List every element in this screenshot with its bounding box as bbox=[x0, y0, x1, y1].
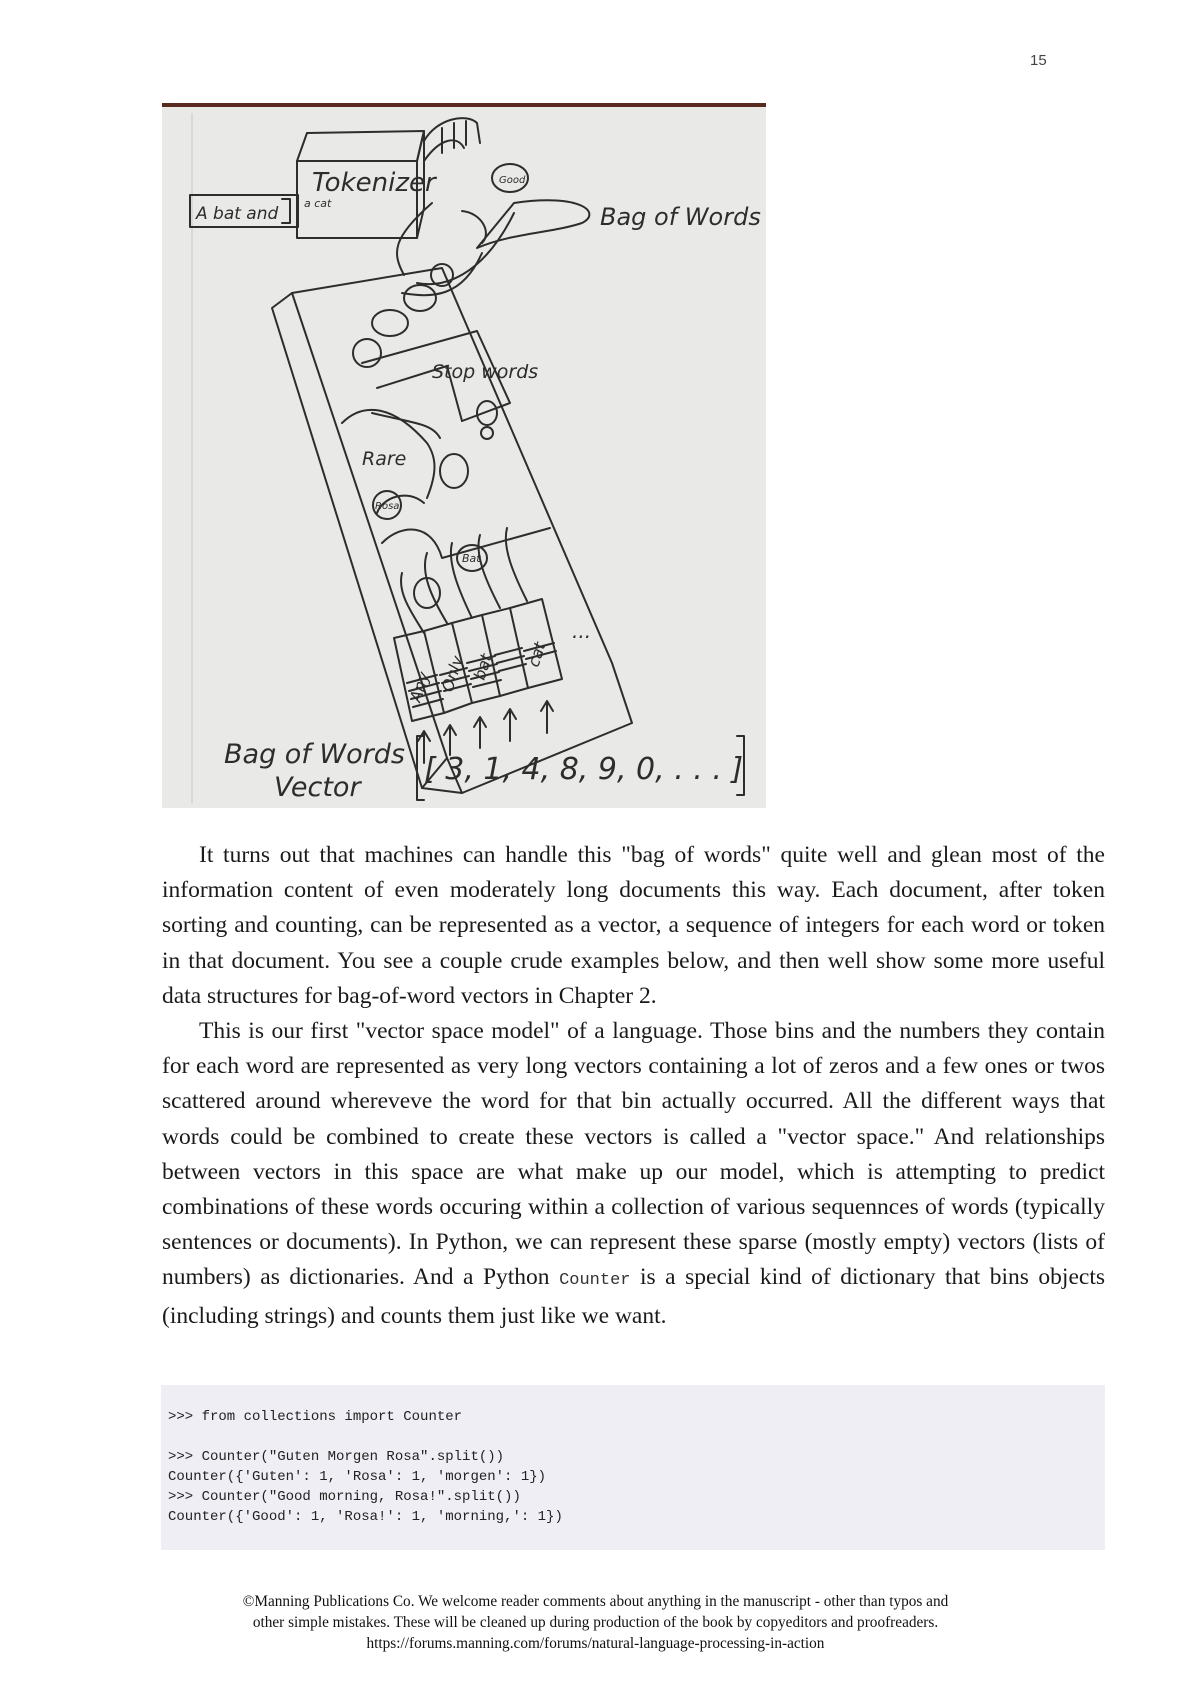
vector-label-line2: Vector bbox=[274, 772, 361, 803]
code-listing-text: >>> from collections import Counter >>> Counter("Guten Morgen Rosa".split()) Counter({'Guten': 1, 'Rosa': 1, 'morgen': 1}) >>> Counter("Good morning, Rosa!".split()) Counter({'Good': 1, 'Rosa!': 1, 'morning,': 1}) bbox=[168, 1409, 563, 1525]
page-number: 15 bbox=[1030, 52, 1047, 69]
bin-label-only: Only bbox=[437, 653, 468, 695]
tokenizer-label: Tokenizer bbox=[312, 168, 436, 198]
body-text bbox=[162, 838, 1105, 1334]
footer-line-2: other simple mistakes. These will be cleaned up during production of the book by copyeditors and proofreaders. bbox=[252, 1614, 939, 1631]
inline-code-counter: Counter bbox=[559, 1271, 631, 1291]
vector-label-line1: Bag of Words bbox=[224, 739, 405, 770]
good-token-label: Good bbox=[499, 175, 526, 186]
bin-label-any: Any bbox=[405, 669, 434, 705]
paragraph-text-before: This is our first "vector space model" of a language. Those bins and the numbers they contain for each word are represented as very long vectors containing a lot of zeros and a few ones or twos scattered around whereveve the word for that bin actually occurred. All the different ways that words could be combined to create these vectors is called a "vector space." And relationships between vectors in this space are what make up our model, which is attempting to predict combinations of these words occuring within a collection of various sequennces of words (typically sentences or documents). In Python, we can represent these sparse (mostly empty) vectors (lists of numbers) as dictionaries. And a Python bbox=[162, 1018, 1105, 1291]
input-sentence-label: A bat and bbox=[196, 204, 279, 224]
bins-ellipsis: ... bbox=[572, 619, 592, 643]
bat-token-label: Bat bbox=[462, 552, 481, 565]
copyright-footer bbox=[100, 1591, 1091, 1654]
bin-label-bat: bat bbox=[469, 651, 496, 683]
footer-forum-link[interactable]: https://forums.manning.com/forums/natural-language-processing-in-action bbox=[366, 1635, 825, 1652]
paragraph-bag-of-words: It turns out that machines can handle this "bag of words" quite well and glean most of the information content of even moderately long documents this way. Each document, after token sorting and counting, can be represented as a vector, a sequence of integers for each word or token in that document. You see a couple crude examples below, and then well show some more useful data structures for bag-of-word vectors in Chapter 2. bbox=[162, 842, 1105, 1009]
rosa-token-label: Rosa bbox=[375, 501, 400, 512]
vector-values: [ 3, 1, 4, 8, 9, 0, . . . ] bbox=[424, 752, 744, 787]
code-listing bbox=[161, 1385, 1105, 1550]
bin-label-cat: cat bbox=[523, 639, 550, 670]
token-fragment-label: a cat bbox=[304, 197, 332, 210]
paragraph-vector-space bbox=[162, 1014, 1105, 1334]
bag-of-words-label: Bag of Words bbox=[600, 203, 761, 231]
footer-line-1: ©Manning Publications Co. We welcome reader comments about anything in the manuscript - other than typos and bbox=[242, 1593, 949, 1610]
paragraph-text-after: is a special kind of dictionary that bins objects (including strings) and counts them just like we want. bbox=[162, 1264, 1105, 1329]
bag-of-words-sketch bbox=[162, 103, 766, 808]
stop-words-label: Stop words bbox=[432, 361, 539, 383]
rare-label: Rare bbox=[362, 448, 407, 470]
sketch-drawing bbox=[162, 103, 766, 808]
